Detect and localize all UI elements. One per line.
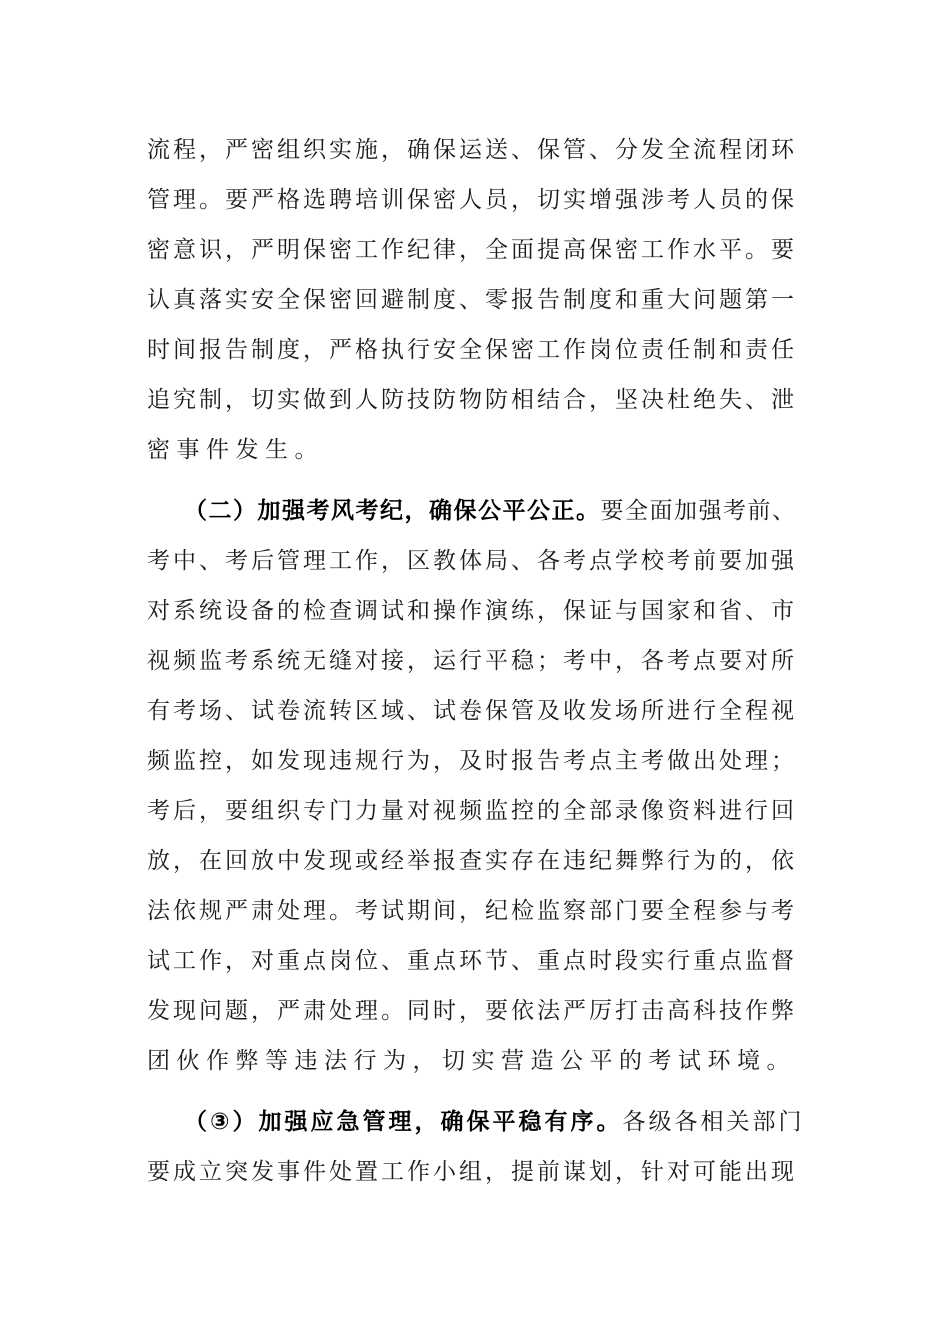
paragraph-line: 要成立突发事件处置工作小组，提前谋划，针对可能出现 [147,1159,797,1185]
paragraph-line: 有考场、试卷流转区域、试卷保管及收发场所进行全程视 [147,698,797,724]
section-first-line [184,1108,804,1136]
paragraph-line: 密事件发生。 [147,437,324,463]
section-heading: （③）加强应急管理，确保平稳有序。 [184,1109,623,1135]
paragraph-line: 考后，要组织专门力量对视频监控的全部录像资料进行回 [147,798,797,824]
paragraph-line: 考中、考后管理工作，区教体局、各考点学校考前要加强 [147,548,797,574]
paragraph-line: 追究制，切实做到人防技防物防相结合，坚决杜绝失、泄 [147,387,797,413]
paragraph-line: 视频监考系统无缝对接，运行平稳；考中，各考点要对所 [147,648,797,674]
section-heading: （二）加强考风考纪，确保公平公正。 [184,498,601,524]
paragraph-line: 密意识，严明保密工作纪律，全面提高保密工作水平。要 [147,237,797,263]
section-first-line [184,497,797,525]
paragraph-line: 放，在回放中发现或经举报查实存在违纪舞弊行为的，依 [147,848,797,874]
paragraph-line: 时间报告制度，严格执行安全保密工作岗位责任制和责任 [147,337,797,363]
paragraph-line: 管理。要严格选聘培训保密人员，切实增强涉考人员的保 [147,187,797,213]
section-first-line-text: 要全面加强考前、 [600,498,797,524]
paragraph-line: 法依规严肃处理。考试期间，纪检监察部门要全程参与考 [147,898,797,924]
paragraph-line: 对系统设备的检查调试和操作演练，保证与国家和省、市 [147,598,797,624]
paragraph-line: 认真落实安全保密回避制度、零报告制度和重大问题第一 [147,287,797,313]
paragraph-line: 发现问题，严肃处理。同时，要依法严厉打击高科技作弊 [147,998,797,1024]
section-first-line-text: 各级各相关部门 [622,1109,805,1135]
paragraph-line: 频监控，如发现违规行为，及时报告考点主考做出处理； [147,748,797,774]
paragraph-line: 团伙作弊等违法行为，切实营造公平的考试环境。 [147,1048,796,1074]
paragraph-line: 试工作，对重点岗位、重点环节、重点时段实行重点监督 [147,948,797,974]
paragraph-line: 流程，严密组织实施，确保运送、保管、分发全流程闭环 [147,137,797,163]
